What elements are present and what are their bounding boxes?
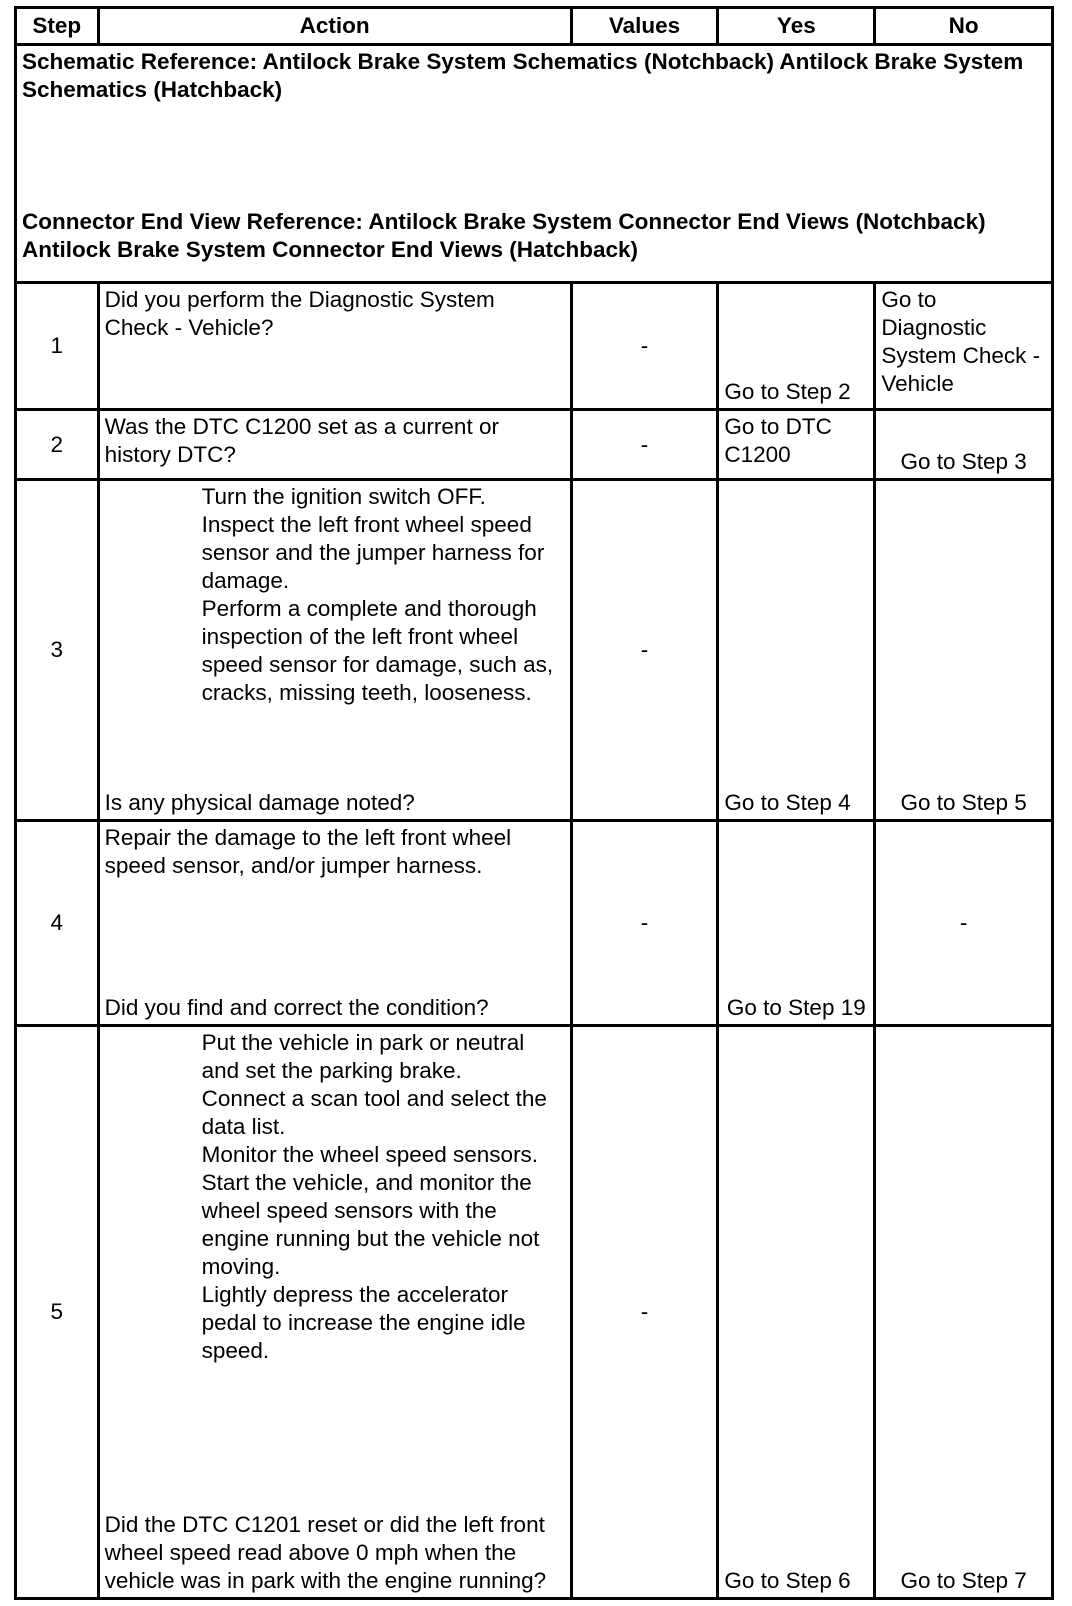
instruction-item: Lightly depress the accelerator pedal to increase the engine idle speed. — [201, 1282, 526, 1364]
diagnostic-table — [14, 6, 1054, 1600]
no-cell: Go to Step 7 — [875, 1026, 1053, 1599]
instruction-item: Inspect the left front wheel speed sensor and the jumper harness for damage. — [201, 512, 545, 594]
instruction-item: Turn the ignition switch OFF. — [201, 484, 486, 510]
action-question: Did you perform the Diagnostic System Check - Vehicle? — [98, 283, 571, 410]
header-action: Action — [98, 8, 571, 45]
reference-cell — [16, 44, 1053, 282]
connector-reference: Connector End View Reference: Antilock Brake System Connector End Views (Notchback) Antilock Brake System Connector End Views (Hatchback) — [22, 208, 986, 262]
header-no: No — [875, 8, 1053, 45]
instruction-list — [105, 483, 565, 707]
instruction-item: Put the vehicle in park or neutral and set the parking brake. — [201, 1030, 525, 1084]
values-cell: - — [571, 283, 718, 410]
no-cell: Go to Step 5 — [875, 480, 1053, 821]
action-question: Is any physical damage noted? — [104, 789, 415, 815]
schematic-reference: Schematic Reference: Antilock Brake System Schematics (Notchback) Antilock Brake System Schematics (Hatchback) — [22, 48, 1024, 102]
action-cell — [98, 820, 571, 1025]
step-number: 2 — [16, 410, 99, 480]
values-cell: - — [571, 1026, 718, 1599]
instruction-list — [105, 1029, 565, 1365]
instruction-item: Perform a complete and thorough inspection of the left front wheel speed sensor for damage, such as, cracks, missing teeth, looseness. — [201, 596, 554, 706]
table-row — [16, 480, 1053, 821]
header-row — [16, 8, 1053, 45]
step-number: 5 — [16, 1026, 99, 1599]
action-question: Was the DTC C1200 set as a current or history DTC? — [98, 410, 571, 480]
table-row — [16, 410, 1053, 480]
header-yes: Yes — [718, 8, 875, 45]
no-cell: Go to Step 3 — [875, 410, 1053, 480]
no-cell: - — [875, 820, 1053, 1025]
table-row — [16, 1026, 1053, 1599]
yes-cell: Go to Step 2 — [718, 283, 875, 410]
reference-row — [16, 44, 1053, 282]
step-number: 3 — [16, 480, 99, 821]
table-row — [16, 283, 1053, 410]
values-cell: - — [571, 480, 718, 821]
step-number: 4 — [16, 820, 99, 1025]
action-instruction: Repair the damage to the left front wheel speed sensor, and/or jumper harness. — [104, 824, 512, 878]
action-cell — [98, 1026, 571, 1599]
instruction-item: Start the vehicle, and monitor the wheel speed sensors with the engine running but the vehicle not moving. — [201, 1170, 540, 1280]
action-cell — [98, 480, 571, 821]
values-cell: - — [571, 410, 718, 480]
yes-cell: Go to Step 4 — [718, 480, 875, 821]
instruction-item: Connect a scan tool and select the data list. — [201, 1086, 547, 1140]
table-row — [16, 820, 1053, 1025]
yes-cell: Go to Step 6 — [718, 1026, 875, 1599]
action-question: Did the DTC C1201 reset or did the left front wheel speed read above 0 mph when the vehicle was in park with the engine running? — [104, 1512, 547, 1593]
step-number: 1 — [16, 283, 99, 410]
instruction-item: Monitor the wheel speed sensors. — [201, 1142, 539, 1168]
yes-cell: Go to Step 19 — [718, 820, 875, 1025]
header-step: Step — [16, 8, 99, 45]
no-cell: Go to Diagnostic System Check - Vehicle — [875, 283, 1053, 410]
values-cell: - — [571, 820, 718, 1025]
yes-cell: Go to DTC C1200 — [718, 410, 875, 480]
header-values: Values — [571, 8, 718, 45]
action-question: Did you find and correct the condition? — [104, 995, 489, 1021]
